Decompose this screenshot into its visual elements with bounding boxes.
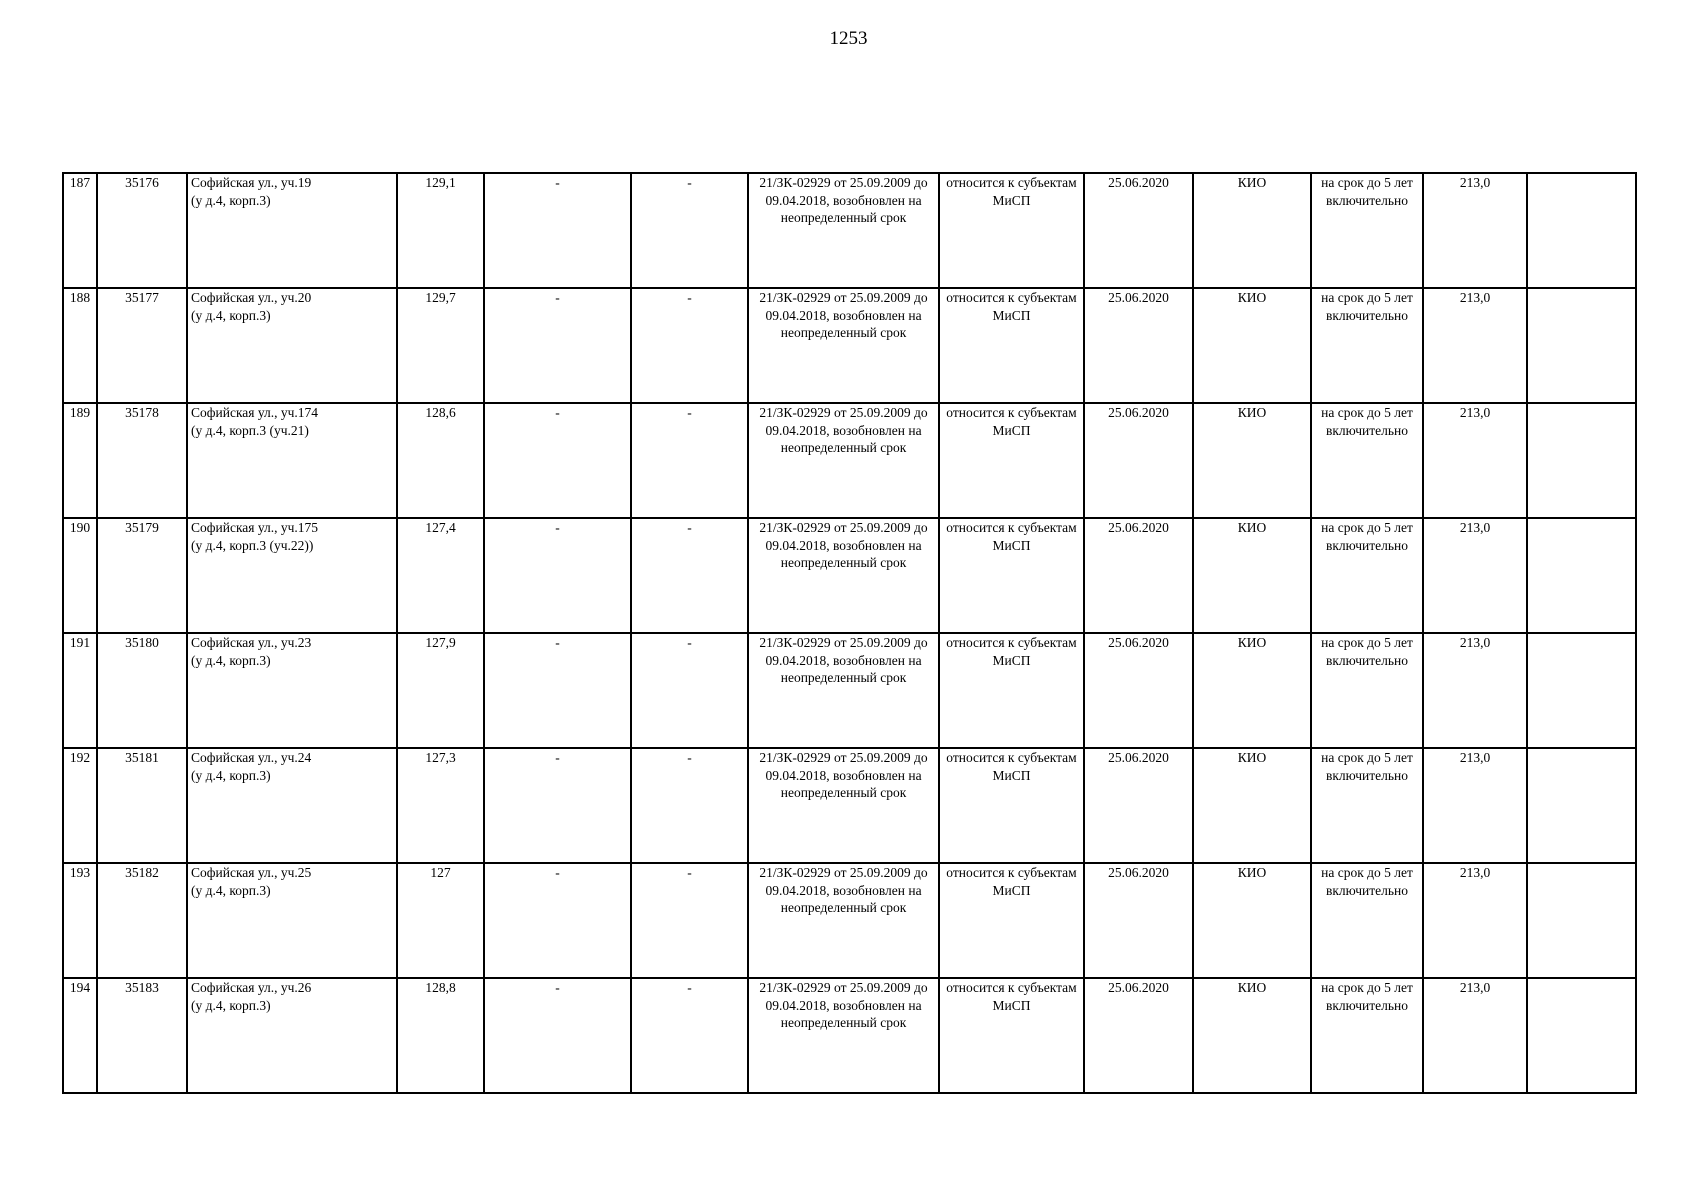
address-cell bbox=[187, 173, 397, 288]
category-cell: относится к субъектам МиСП bbox=[939, 863, 1084, 978]
category-cell: относится к субъектам МиСП bbox=[939, 403, 1084, 518]
rate-cell: 213,0 bbox=[1423, 518, 1527, 633]
organization-cell: КИО bbox=[1193, 978, 1311, 1093]
date-cell: 25.06.2020 bbox=[1084, 748, 1193, 863]
row-number-cell: 194 bbox=[63, 978, 97, 1093]
organization-cell: КИО bbox=[1193, 288, 1311, 403]
registry-number-cell: 35183 bbox=[97, 978, 187, 1093]
category-cell: относится к субъектам МиСП bbox=[939, 978, 1084, 1093]
column-5-cell: - bbox=[484, 518, 631, 633]
rate-cell: 213,0 bbox=[1423, 403, 1527, 518]
rate-cell: 213,0 bbox=[1423, 633, 1527, 748]
area-cell: 127,4 bbox=[397, 518, 484, 633]
category-cell: относится к субъектам МиСП bbox=[939, 748, 1084, 863]
column-6-cell: - bbox=[631, 518, 748, 633]
address-line-2: (у д.4, корп.3) bbox=[191, 192, 271, 208]
term-cell: на срок до 5 лет включительно bbox=[1311, 748, 1423, 863]
empty-cell bbox=[1527, 173, 1636, 288]
table-row bbox=[63, 633, 1636, 748]
empty-cell bbox=[1527, 518, 1636, 633]
row-number-cell: 190 bbox=[63, 518, 97, 633]
empty-cell bbox=[1527, 978, 1636, 1093]
table-row bbox=[63, 978, 1636, 1093]
rate-cell: 213,0 bbox=[1423, 173, 1527, 288]
row-number-cell: 187 bbox=[63, 173, 97, 288]
address-cell bbox=[187, 978, 397, 1093]
organization-cell: КИО bbox=[1193, 633, 1311, 748]
address-line-2: (у д.4, корп.3) bbox=[191, 767, 271, 783]
address-cell bbox=[187, 863, 397, 978]
rate-cell: 213,0 bbox=[1423, 288, 1527, 403]
rate-cell: 213,0 bbox=[1423, 978, 1527, 1093]
column-5-cell: - bbox=[484, 863, 631, 978]
date-cell: 25.06.2020 bbox=[1084, 863, 1193, 978]
row-number-cell: 193 bbox=[63, 863, 97, 978]
term-cell: на срок до 5 лет включительно bbox=[1311, 518, 1423, 633]
registry-number-cell: 35181 bbox=[97, 748, 187, 863]
address-line-1: Софийская ул., уч.175 bbox=[191, 520, 319, 535]
category-cell: относится к субъектам МиСП bbox=[939, 633, 1084, 748]
table-row bbox=[63, 748, 1636, 863]
column-5-cell: - bbox=[484, 403, 631, 518]
date-cell: 25.06.2020 bbox=[1084, 403, 1193, 518]
area-cell: 127,3 bbox=[397, 748, 484, 863]
page-number: 1253 bbox=[829, 28, 868, 49]
contract-cell: 21/ЗК-02929 от 25.09.2009 до 09.04.2018, возобновлен на неопределенный срок bbox=[748, 978, 939, 1093]
date-cell: 25.06.2020 bbox=[1084, 173, 1193, 288]
area-cell: 128,6 bbox=[397, 403, 484, 518]
address-line-1: Софийская ул., уч.174 bbox=[191, 405, 319, 420]
column-6-cell: - bbox=[631, 633, 748, 748]
area-cell: 128,8 bbox=[397, 978, 484, 1093]
contract-cell: 21/ЗК-02929 от 25.09.2009 до 09.04.2018, возобновлен на неопределенный срок bbox=[748, 633, 939, 748]
address-cell bbox=[187, 288, 397, 403]
column-6-cell: - bbox=[631, 403, 748, 518]
registry-table bbox=[62, 172, 1637, 1094]
address-line-1: Софийская ул., уч.19 bbox=[191, 175, 312, 190]
term-cell: на срок до 5 лет включительно bbox=[1311, 288, 1423, 403]
column-5-cell: - bbox=[484, 978, 631, 1093]
empty-cell bbox=[1527, 748, 1636, 863]
registry-number-cell: 35178 bbox=[97, 403, 187, 518]
empty-cell bbox=[1527, 633, 1636, 748]
row-number-cell: 188 bbox=[63, 288, 97, 403]
date-cell: 25.06.2020 bbox=[1084, 518, 1193, 633]
registry-number-cell: 35179 bbox=[97, 518, 187, 633]
organization-cell: КИО bbox=[1193, 518, 1311, 633]
registry-table-body bbox=[63, 173, 1636, 1093]
term-cell: на срок до 5 лет включительно bbox=[1311, 633, 1423, 748]
address-line-2: (у д.4, корп.3) bbox=[191, 307, 271, 323]
contract-cell: 21/ЗК-02929 от 25.09.2009 до 09.04.2018, возобновлен на неопределенный срок bbox=[748, 863, 939, 978]
table-row bbox=[63, 863, 1636, 978]
row-number-cell: 191 bbox=[63, 633, 97, 748]
area-cell: 127 bbox=[397, 863, 484, 978]
column-5-cell: - bbox=[484, 633, 631, 748]
column-6-cell: - bbox=[631, 978, 748, 1093]
contract-cell: 21/ЗК-02929 от 25.09.2009 до 09.04.2018, возобновлен на неопределенный срок bbox=[748, 403, 939, 518]
rate-cell: 213,0 bbox=[1423, 863, 1527, 978]
registry-number-cell: 35180 bbox=[97, 633, 187, 748]
address-line-2: (у д.4, корп.3) bbox=[191, 997, 271, 1013]
empty-cell bbox=[1527, 863, 1636, 978]
column-6-cell: - bbox=[631, 748, 748, 863]
address-line-1: Софийская ул., уч.25 bbox=[191, 865, 312, 880]
address-line-1: Софийская ул., уч.24 bbox=[191, 750, 312, 765]
address-line-2: (у д.4, корп.3 (уч.21) bbox=[191, 422, 309, 438]
contract-cell: 21/ЗК-02929 от 25.09.2009 до 09.04.2018, возобновлен на неопределенный срок bbox=[748, 518, 939, 633]
address-line-1: Софийская ул., уч.20 bbox=[191, 290, 312, 305]
address-cell bbox=[187, 403, 397, 518]
registry-number-cell: 35182 bbox=[97, 863, 187, 978]
empty-cell bbox=[1527, 288, 1636, 403]
organization-cell: КИО bbox=[1193, 403, 1311, 518]
term-cell: на срок до 5 лет включительно bbox=[1311, 173, 1423, 288]
address-line-1: Софийская ул., уч.26 bbox=[191, 980, 312, 995]
rate-cell: 213,0 bbox=[1423, 748, 1527, 863]
date-cell: 25.06.2020 bbox=[1084, 288, 1193, 403]
address-cell bbox=[187, 748, 397, 863]
address-line-2: (у д.4, корп.3) bbox=[191, 882, 271, 898]
column-6-cell: - bbox=[631, 863, 748, 978]
address-cell bbox=[187, 518, 397, 633]
organization-cell: КИО bbox=[1193, 863, 1311, 978]
category-cell: относится к субъектам МиСП bbox=[939, 173, 1084, 288]
address-cell bbox=[187, 633, 397, 748]
column-6-cell: - bbox=[631, 173, 748, 288]
organization-cell: КИО bbox=[1193, 173, 1311, 288]
date-cell: 25.06.2020 bbox=[1084, 633, 1193, 748]
contract-cell: 21/ЗК-02929 от 25.09.2009 до 09.04.2018, возобновлен на неопределенный срок bbox=[748, 288, 939, 403]
registry-number-cell: 35176 bbox=[97, 173, 187, 288]
area-cell: 127,9 bbox=[397, 633, 484, 748]
area-cell: 129,1 bbox=[397, 173, 484, 288]
date-cell: 25.06.2020 bbox=[1084, 978, 1193, 1093]
row-number-cell: 189 bbox=[63, 403, 97, 518]
term-cell: на срок до 5 лет включительно bbox=[1311, 403, 1423, 518]
address-line-2: (у д.4, корп.3) bbox=[191, 652, 271, 668]
organization-cell: КИО bbox=[1193, 748, 1311, 863]
category-cell: относится к субъектам МиСП bbox=[939, 518, 1084, 633]
row-number-cell: 192 bbox=[63, 748, 97, 863]
address-line-2: (у д.4, корп.3 (уч.22)) bbox=[191, 537, 314, 553]
column-5-cell: - bbox=[484, 288, 631, 403]
column-5-cell: - bbox=[484, 173, 631, 288]
empty-cell bbox=[1527, 403, 1636, 518]
term-cell: на срок до 5 лет включительно bbox=[1311, 863, 1423, 978]
table-row bbox=[63, 403, 1636, 518]
term-cell: на срок до 5 лет включительно bbox=[1311, 978, 1423, 1093]
column-5-cell: - bbox=[484, 748, 631, 863]
address-line-1: Софийская ул., уч.23 bbox=[191, 635, 312, 650]
contract-cell: 21/ЗК-02929 от 25.09.2009 до 09.04.2018, возобновлен на неопределенный срок bbox=[748, 173, 939, 288]
contract-cell: 21/ЗК-02929 от 25.09.2009 до 09.04.2018, возобновлен на неопределенный срок bbox=[748, 748, 939, 863]
category-cell: относится к субъектам МиСП bbox=[939, 288, 1084, 403]
table-row bbox=[63, 288, 1636, 403]
table-row bbox=[63, 173, 1636, 288]
area-cell: 129,7 bbox=[397, 288, 484, 403]
table-row bbox=[63, 518, 1636, 633]
column-6-cell: - bbox=[631, 288, 748, 403]
registry-number-cell: 35177 bbox=[97, 288, 187, 403]
